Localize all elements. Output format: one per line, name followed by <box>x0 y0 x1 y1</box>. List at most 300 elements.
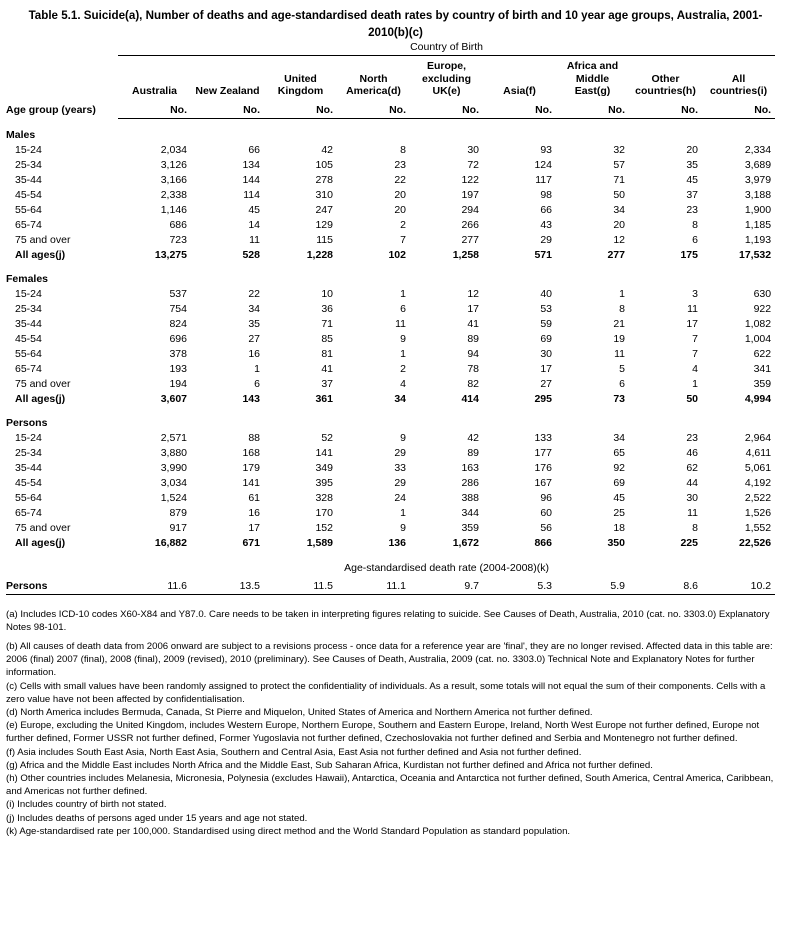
total-value-6: 295 <box>534 393 552 405</box>
gap-cell <box>410 118 483 128</box>
table-row <box>6 188 775 203</box>
value-cell-8: 11 <box>687 507 698 519</box>
section-gap <box>6 118 775 128</box>
age-group-label: 75 and over <box>15 522 71 534</box>
age-group-label: 55-64 <box>15 492 42 504</box>
value-cell-1: 3,034 <box>160 477 187 489</box>
value-cell-2: 45 <box>248 204 260 216</box>
total-value-4: 136 <box>388 537 406 549</box>
value-cell-2: 114 <box>243 189 260 201</box>
table-row <box>6 377 775 392</box>
column-header-7: Africa and Middle East(g) <box>566 60 619 97</box>
unit-label-3: No. <box>264 101 337 119</box>
value-cell-7: 21 <box>613 318 625 330</box>
value-cell-4: 22 <box>394 174 406 186</box>
value-cell-1: 824 <box>169 318 187 330</box>
value-cell-3: 71 <box>321 318 333 330</box>
value-cell-4: 7 <box>400 234 406 246</box>
age-group-label: 35-44 <box>15 462 42 474</box>
age-group-label: 45-54 <box>15 189 42 201</box>
age-group-label: 35-44 <box>15 318 42 330</box>
gap-cell <box>629 407 702 416</box>
value-cell-6: 96 <box>540 492 552 504</box>
value-cell-7: 50 <box>613 189 625 201</box>
value-cell-1: 686 <box>169 219 187 231</box>
value-cell-5: 41 <box>467 318 479 330</box>
value-cell-7: 92 <box>613 462 625 474</box>
gap-cell <box>118 263 191 272</box>
age-group-label: 35-44 <box>15 174 42 186</box>
suicide-statistics-table <box>6 41 775 595</box>
value-cell-4: 20 <box>394 189 406 201</box>
value-cell-7: 25 <box>613 507 625 519</box>
section-blank <box>191 416 264 431</box>
table-row <box>6 173 775 188</box>
value-cell-4: 9 <box>400 522 406 534</box>
value-cell-5: 277 <box>461 234 479 246</box>
value-cell-2: 141 <box>242 477 260 489</box>
section-blank <box>191 128 264 143</box>
value-cell-3: 105 <box>315 159 333 171</box>
rate-span-spacer <box>6 560 118 576</box>
value-cell-2: 134 <box>242 159 260 171</box>
value-cell-2: 22 <box>248 288 260 300</box>
value-cell-4: 33 <box>394 462 406 474</box>
value-cell-7: 1 <box>619 288 625 300</box>
value-cell-5: 294 <box>461 204 479 216</box>
section-blank <box>264 128 337 143</box>
value-cell-3: 247 <box>315 204 333 216</box>
section-label: Persons <box>6 417 48 429</box>
rate-span-header: Age-standardised death rate (2004-2008)(k) <box>344 561 549 574</box>
rate-value-6: 5.3 <box>483 579 556 595</box>
section-blank <box>483 272 556 287</box>
value-cell-8: 17 <box>686 318 698 330</box>
value-cell-9: 3,689 <box>744 159 772 171</box>
total-value-5: 1,672 <box>452 537 479 549</box>
value-cell-9: 2,334 <box>744 144 772 156</box>
gap-cell <box>702 263 775 272</box>
gap-cell <box>337 263 410 272</box>
value-cell-6: 124 <box>534 159 552 171</box>
column-header-5: Europe, excluding UK(e) <box>421 60 471 97</box>
value-cell-6: 29 <box>540 234 552 246</box>
value-cell-5: 17 <box>467 303 479 315</box>
total-label: All ages(j) <box>15 249 66 261</box>
table-row <box>6 218 775 233</box>
unit-label-7: No. <box>556 101 629 119</box>
gap-cell <box>264 407 337 416</box>
section-blank <box>264 416 337 431</box>
section-blank <box>702 128 775 143</box>
value-cell-8: 7 <box>692 333 698 345</box>
gap-cell <box>629 551 702 560</box>
gap-cell <box>337 551 410 560</box>
value-cell-8: 23 <box>686 204 698 216</box>
gap-cell <box>483 263 556 272</box>
unit-label-5: No. <box>410 101 483 119</box>
value-cell-5: 42 <box>467 432 479 444</box>
footnote-1: (a) Includes ICD-10 codes X60-X84 and Y87.0. Care needs to be taken in interpreting figures relating to suicide. See Causes of Death, Australia, 2010 (cat. no. 3303.0) Explanatory Notes 98-101. <box>6 608 770 633</box>
value-cell-2: 168 <box>242 447 260 459</box>
value-cell-7: 19 <box>613 333 625 345</box>
total-value-9: 17,532 <box>738 249 772 261</box>
unit-label-1: No. <box>118 101 191 119</box>
gap-cell <box>191 263 264 272</box>
table-row <box>6 446 775 461</box>
value-cell-1: 723 <box>169 234 187 246</box>
column-header-1: Australia <box>132 85 177 97</box>
value-cell-5: 89 <box>467 447 479 459</box>
value-cell-4: 11 <box>395 318 406 330</box>
value-cell-3: 37 <box>321 378 333 390</box>
gap-cell <box>6 407 118 416</box>
gap-cell <box>6 263 118 272</box>
value-cell-5: 286 <box>461 477 479 489</box>
rate-value-8: 8.6 <box>629 579 702 595</box>
rate-value-5: 9.7 <box>410 579 483 595</box>
total-value-2: 671 <box>242 537 260 549</box>
value-cell-7: 69 <box>613 477 625 489</box>
rate-value-2: 13.5 <box>191 579 264 595</box>
column-header-2: New Zealand <box>195 85 260 97</box>
value-cell-3: 141 <box>315 447 333 459</box>
section-blank <box>483 416 556 431</box>
age-group-label: 65-74 <box>15 507 42 519</box>
value-cell-1: 879 <box>169 507 187 519</box>
total-value-7: 277 <box>607 249 625 261</box>
footnote-3: (c) Cells with small values have been randomly assigned to protect the confidentiality of individuals. As a result, some totals will not equal the sum of their components. Cells with a zero value have not been affected by confidentialisation. <box>6 680 766 705</box>
value-cell-3: 10 <box>321 288 333 300</box>
age-group-label: 45-54 <box>15 477 42 489</box>
value-cell-5: 72 <box>467 159 479 171</box>
table-row <box>6 431 775 446</box>
value-cell-9: 2,964 <box>744 432 772 444</box>
value-cell-3: 85 <box>321 333 333 345</box>
value-cell-9: 922 <box>753 303 772 315</box>
value-cell-1: 2,034 <box>160 144 187 156</box>
table-row <box>6 476 775 491</box>
gap-cell <box>191 551 264 560</box>
value-cell-1: 2,338 <box>160 189 187 201</box>
value-cell-4: 9 <box>400 333 406 345</box>
value-cell-1: 3,990 <box>160 462 187 474</box>
value-cell-9: 3,979 <box>744 174 772 186</box>
value-cell-8: 4 <box>692 363 698 375</box>
value-cell-9: 1,900 <box>744 204 772 216</box>
section-blank <box>483 128 556 143</box>
total-value-7: 73 <box>613 393 625 405</box>
value-cell-5: 359 <box>461 522 479 534</box>
section-blank <box>118 416 191 431</box>
age-group-label: 25-34 <box>15 447 42 459</box>
section-header-females <box>6 272 775 287</box>
table-row <box>6 233 775 248</box>
value-cell-7: 6 <box>619 378 625 390</box>
rate-value-1: 11.6 <box>118 579 191 595</box>
value-cell-1: 696 <box>169 333 187 345</box>
table-row <box>6 302 775 317</box>
gap-cell <box>702 118 775 128</box>
value-cell-3: 170 <box>315 507 333 519</box>
value-cell-6: 117 <box>535 174 552 186</box>
gap-cell <box>483 551 556 560</box>
value-cell-9: 1,193 <box>744 234 772 246</box>
age-group-header: Age group (years) <box>6 104 96 116</box>
value-cell-6: 60 <box>540 507 552 519</box>
total-value-7: 350 <box>607 537 625 549</box>
value-cell-8: 8 <box>692 522 698 534</box>
value-cell-3: 328 <box>315 492 333 504</box>
gap-cell <box>118 407 191 416</box>
value-cell-8: 45 <box>686 174 698 186</box>
value-cell-1: 537 <box>169 288 187 300</box>
column-header-6: Asia(f) <box>503 85 536 97</box>
rate-gap <box>6 551 775 560</box>
value-cell-2: 16 <box>248 507 260 519</box>
value-cell-6: 40 <box>540 288 552 300</box>
value-cell-3: 129 <box>315 219 333 231</box>
value-cell-5: 344 <box>461 507 479 519</box>
value-cell-6: 30 <box>540 348 552 360</box>
footnote-9: (i) Includes country of birth not stated. <box>6 799 167 811</box>
gap-cell <box>410 407 483 416</box>
value-cell-9: 3,188 <box>744 189 772 201</box>
total-value-3: 361 <box>315 393 333 405</box>
value-cell-4: 24 <box>394 492 406 504</box>
value-cell-1: 3,126 <box>160 159 187 171</box>
value-cell-2: 1 <box>254 363 260 375</box>
footnote-7: (g) Africa and the Middle East includes North Africa and the Middle East, Sub Saharan Africa, Kurdistan not further defined and Africa not further defined. <box>6 759 653 771</box>
gap-cell <box>337 407 410 416</box>
value-cell-1: 3,166 <box>160 174 187 186</box>
value-cell-5: 78 <box>467 363 479 375</box>
value-cell-3: 36 <box>321 303 333 315</box>
value-cell-1: 3,880 <box>160 447 187 459</box>
value-cell-2: 61 <box>248 492 260 504</box>
total-value-4: 34 <box>394 393 406 405</box>
section-header-males <box>6 128 775 143</box>
footnote-4: (d) North America includes Bermuda, Canada, St Pierre and Miquelon, United States of America and Northern America not further defined. <box>6 706 593 718</box>
section-label: Males <box>6 129 36 141</box>
gap-cell <box>556 263 629 272</box>
gap-cell <box>6 118 118 128</box>
value-cell-7: 65 <box>613 447 625 459</box>
column-header-9: All countries(i) <box>709 72 768 97</box>
section-blank <box>556 416 629 431</box>
rate-value-7: 5.9 <box>556 579 629 595</box>
value-cell-5: 94 <box>467 348 479 360</box>
total-label: All ages(j) <box>15 537 66 549</box>
value-cell-8: 1 <box>692 378 698 390</box>
value-cell-5: 30 <box>467 144 479 156</box>
total-value-1: 16,882 <box>154 537 187 549</box>
value-cell-7: 20 <box>613 219 625 231</box>
total-value-5: 1,258 <box>452 249 479 261</box>
rate-value-3: 11.5 <box>264 579 337 595</box>
total-value-8: 225 <box>680 537 698 549</box>
age-group-label: 65-74 <box>15 219 42 231</box>
value-cell-8: 62 <box>686 462 698 474</box>
value-cell-8: 7 <box>692 348 698 360</box>
total-value-5: 414 <box>461 393 479 405</box>
section-label: Females <box>6 273 49 285</box>
unit-label-9: No. <box>702 101 775 119</box>
value-cell-9: 1,552 <box>744 522 772 534</box>
value-cell-4: 2 <box>400 363 406 375</box>
section-blank <box>264 272 337 287</box>
value-cell-5: 197 <box>461 189 479 201</box>
value-cell-8: 8 <box>692 219 698 231</box>
gap-cell <box>556 551 629 560</box>
value-cell-2: 14 <box>248 219 260 231</box>
age-group-label: 55-64 <box>15 204 42 216</box>
footnote-11: (k) Age-standardised rate per 100,000. Standardised using direct method and the World Standard Population as standard population. <box>6 825 571 837</box>
table-row <box>6 287 775 302</box>
value-cell-6: 17 <box>540 363 552 375</box>
value-cell-2: 179 <box>242 462 260 474</box>
table-row <box>6 521 775 536</box>
value-cell-9: 4,192 <box>744 477 772 489</box>
table-row <box>6 158 775 173</box>
gap-cell <box>264 551 337 560</box>
value-cell-8: 37 <box>686 189 698 201</box>
value-cell-6: 177 <box>534 447 552 459</box>
gap-cell <box>191 407 264 416</box>
column-header-spacer <box>6 56 118 101</box>
value-cell-6: 56 <box>540 522 552 534</box>
section-blank <box>191 272 264 287</box>
value-cell-3: 42 <box>321 144 333 156</box>
section-blank <box>410 128 483 143</box>
value-cell-7: 11 <box>614 348 625 360</box>
section-blank <box>556 128 629 143</box>
span-header-spacer <box>6 41 118 56</box>
value-cell-8: 3 <box>692 288 698 300</box>
value-cell-1: 193 <box>169 363 187 375</box>
table-row <box>6 317 775 332</box>
value-cell-5: 12 <box>467 288 479 300</box>
value-cell-8: 30 <box>686 492 698 504</box>
rate-span-row <box>6 560 775 576</box>
unit-label-8: No. <box>629 101 702 119</box>
value-cell-3: 41 <box>321 363 333 375</box>
section-blank <box>410 416 483 431</box>
value-cell-8: 20 <box>686 144 698 156</box>
value-cell-4: 20 <box>394 204 406 216</box>
table-container <box>0 41 791 595</box>
value-cell-1: 194 <box>169 378 187 390</box>
value-cell-7: 8 <box>619 303 625 315</box>
value-cell-8: 23 <box>686 432 698 444</box>
total-row <box>6 248 775 263</box>
value-cell-6: 167 <box>534 477 552 489</box>
table-row <box>6 491 775 506</box>
table-row <box>6 506 775 521</box>
value-cell-4: 23 <box>394 159 406 171</box>
value-cell-6: 133 <box>534 432 552 444</box>
table-row <box>6 362 775 377</box>
gap-cell <box>337 118 410 128</box>
value-cell-5: 388 <box>461 492 479 504</box>
value-cell-3: 278 <box>315 174 333 186</box>
value-cell-3: 395 <box>315 477 333 489</box>
section-blank <box>629 416 702 431</box>
unit-header-row <box>6 101 775 119</box>
total-value-8: 175 <box>680 249 698 261</box>
total-value-3: 1,228 <box>306 249 333 261</box>
value-cell-2: 11 <box>249 234 260 246</box>
age-group-label: 25-34 <box>15 303 42 315</box>
gap-cell <box>702 551 775 560</box>
value-cell-2: 6 <box>254 378 260 390</box>
rate-row-label: Persons <box>6 579 118 595</box>
section-header-persons <box>6 416 775 431</box>
value-cell-4: 4 <box>400 378 406 390</box>
value-cell-3: 310 <box>315 189 333 201</box>
section-blank <box>410 272 483 287</box>
value-cell-7: 45 <box>613 492 625 504</box>
age-group-label: 65-74 <box>15 363 42 375</box>
rate-value-4: 11.1 <box>337 579 410 595</box>
value-cell-1: 2,571 <box>160 432 187 444</box>
section-blank <box>118 128 191 143</box>
value-cell-2: 16 <box>248 348 260 360</box>
table-row <box>6 347 775 362</box>
total-value-9: 4,994 <box>744 393 772 405</box>
value-cell-8: 44 <box>686 477 698 489</box>
unit-label-2: No. <box>191 101 264 119</box>
gap-cell <box>264 263 337 272</box>
total-value-2: 528 <box>242 249 260 261</box>
section-gap <box>6 263 775 272</box>
country-of-birth-header: Country of Birth <box>118 41 775 56</box>
value-cell-3: 81 <box>321 348 333 360</box>
total-value-1: 3,607 <box>160 393 187 405</box>
column-header-4: North America(d) <box>346 72 401 97</box>
value-cell-1: 378 <box>169 348 187 360</box>
value-cell-8: 46 <box>686 447 698 459</box>
value-cell-9: 622 <box>753 348 772 360</box>
value-cell-7: 57 <box>613 159 625 171</box>
gap-cell <box>483 407 556 416</box>
total-row <box>6 392 775 407</box>
value-cell-4: 2 <box>400 219 406 231</box>
age-group-label: 55-64 <box>15 348 42 360</box>
total-value-6: 571 <box>534 249 552 261</box>
column-header-3: United Kingdom <box>277 72 324 97</box>
value-cell-8: 11 <box>687 303 698 315</box>
footnotes <box>0 595 791 838</box>
section-blank <box>118 272 191 287</box>
value-cell-8: 6 <box>692 234 698 246</box>
value-cell-2: 88 <box>248 432 260 444</box>
gap-cell <box>629 118 702 128</box>
value-cell-9: 1,082 <box>744 318 772 330</box>
unit-label-4: No. <box>337 101 410 119</box>
value-cell-4: 29 <box>394 477 406 489</box>
value-cell-6: 176 <box>534 462 552 474</box>
column-header-row <box>6 56 775 101</box>
value-cell-6: 66 <box>540 204 552 216</box>
value-cell-6: 69 <box>540 333 552 345</box>
total-value-1: 13,275 <box>154 249 187 261</box>
gap-cell <box>118 118 191 128</box>
value-cell-4: 6 <box>400 303 406 315</box>
value-cell-1: 917 <box>169 522 187 534</box>
value-cell-5: 82 <box>467 378 479 390</box>
value-cell-3: 115 <box>316 234 333 246</box>
